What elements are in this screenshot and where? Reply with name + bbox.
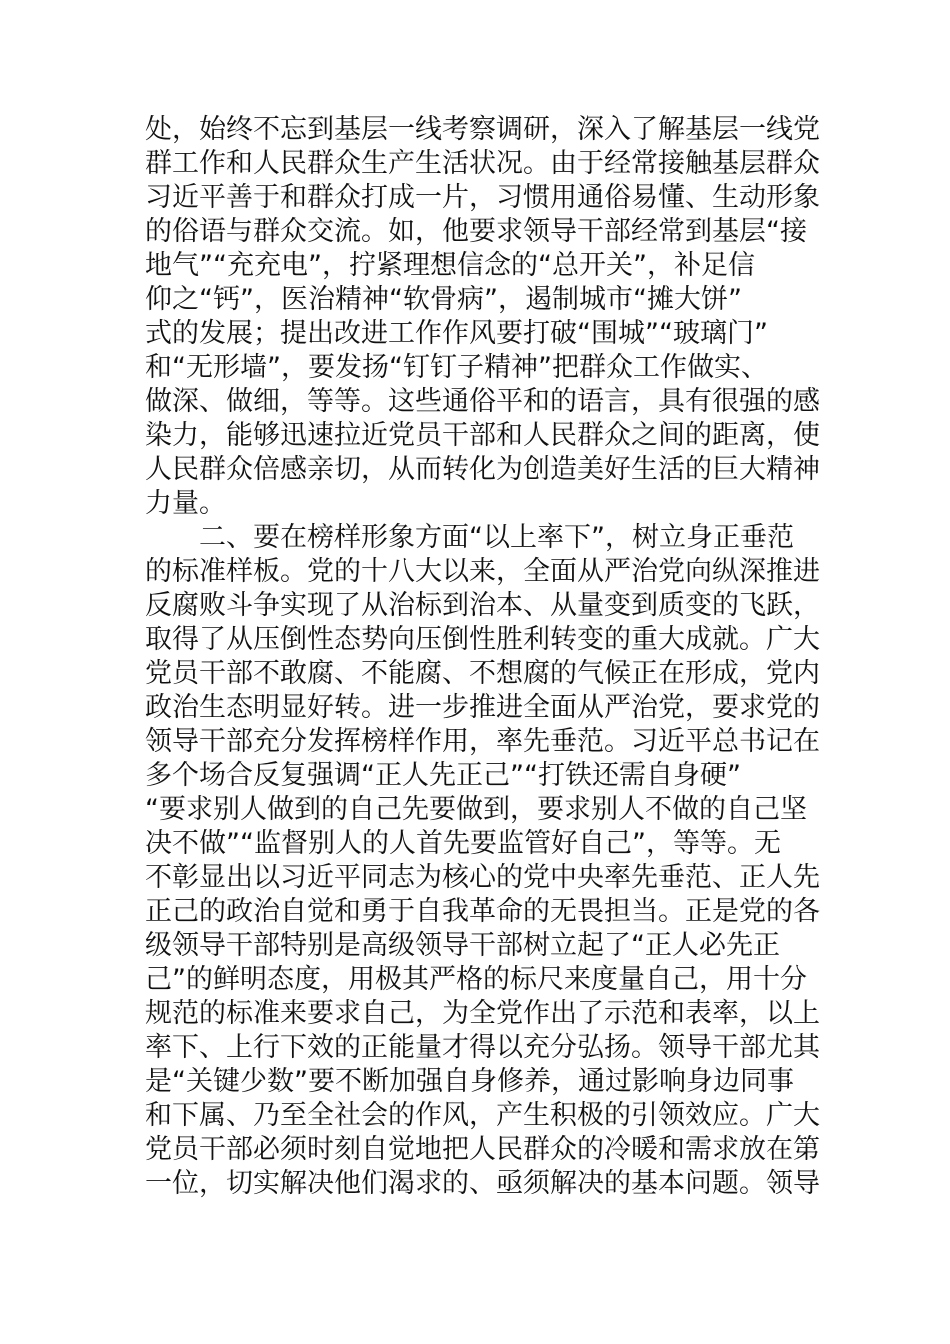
text-line: 政治生态明显好转。进一步推进全面从严治党，要求党的 (145, 692, 820, 723)
text-line: 人民群众倍感亲切，从而转化为创造美好生活的巨大精神 (145, 454, 820, 485)
body-text (145, 113, 820, 1201)
text-line: 一位，切实解决他们渴求的、亟须解决的基本问题。领导 (145, 1168, 820, 1199)
text-line: 群工作和人民群众生产生活状况。由于经常接触基层群众 (145, 148, 820, 179)
text-line: 党员干部必须时刻自觉地把人民群众的冷暖和需求放在第 (145, 1134, 820, 1165)
text-line: 不彰显出以习近平同志为核心的党中央率先垂范、正人先 (145, 862, 820, 893)
text-line: 领导干部充分发挥榜样作用，率先垂范。习近平总书记在 (145, 726, 820, 757)
text-line: 规范的标准来要求自己，为全党作出了示范和表率，以上 (145, 998, 820, 1029)
text-line: 是“关键少数”要不断加强自身修养，通过影响身边同事 (145, 1066, 794, 1097)
text-line: 的标准样板。党的十八大以来，全面从严治党向纵深推进 (145, 556, 820, 587)
text-line: 党员干部不敢腐、不能腐、不想腐的气候正在形成，党内 (145, 658, 820, 689)
text-line: 仰之“钙”，医治精神“软骨病”，遏制城市“摊大饼” (145, 284, 742, 315)
text-line: 己”的鲜明态度，用极其严格的标尺来度量自己，用十分 (145, 964, 807, 995)
text-line: 和下属、乃至全社会的作风，产生积极的引领效应。广大 (145, 1100, 820, 1131)
paragraph-start-line: 二、要在榜样形象方面“以上率下”，树立身正垂范 (145, 522, 794, 553)
text-line: 正己的政治自觉和勇于自我革命的无畏担当。正是党的各 (145, 896, 820, 927)
text-line: 多个场合反复强调“正人先正己”“打铁还需自身硬” (145, 760, 741, 791)
text-line: 式的发展；提出改进工作作风要打破“围城”“玻璃门” (145, 318, 768, 349)
text-line: 做深、做细，等等。这些通俗平和的语言，具有很强的感 (145, 386, 820, 417)
text-line: 率下、上行下效的正能量才得以充分弘扬。领导干部尤其 (145, 1032, 820, 1063)
text-line: 级领导干部特别是高级领导干部树立起了“正人必先正 (145, 930, 780, 961)
text-line: 和“无形墙”，要发扬“钉钉子精神”把群众工作做实、 (145, 352, 768, 383)
text-line: 反腐败斗争实现了从治标到治本、从量变到质变的飞跃， (145, 590, 820, 621)
text-line: 染力，能够迅速拉近党员干部和人民群众之间的距离，使 (145, 420, 820, 451)
text-line: 力量。 (145, 488, 226, 519)
text-line: 取得了从压倒性态势向压倒性胜利转变的重大成就。广大 (145, 624, 820, 655)
text-line: “要求别人做到的自己先要做到，要求别人不做的自己坚 (145, 794, 807, 825)
text-line: 习近平善于和群众打成一片，习惯用通俗易懂、生动形象 (145, 182, 820, 213)
text-line: 地气”“充充电”，拧紧理想信念的“总开关”，补足信 (145, 250, 755, 281)
text-line: 的俗语与群众交流。如，他要求领导干部经常到基层“接 (145, 216, 807, 247)
text-line: 决不做”“监督别人的人首先要监管好自己”，等等。无 (145, 828, 781, 859)
text-line: 处，始终不忘到基层一线考察调研，深入了解基层一线党 (145, 114, 820, 145)
